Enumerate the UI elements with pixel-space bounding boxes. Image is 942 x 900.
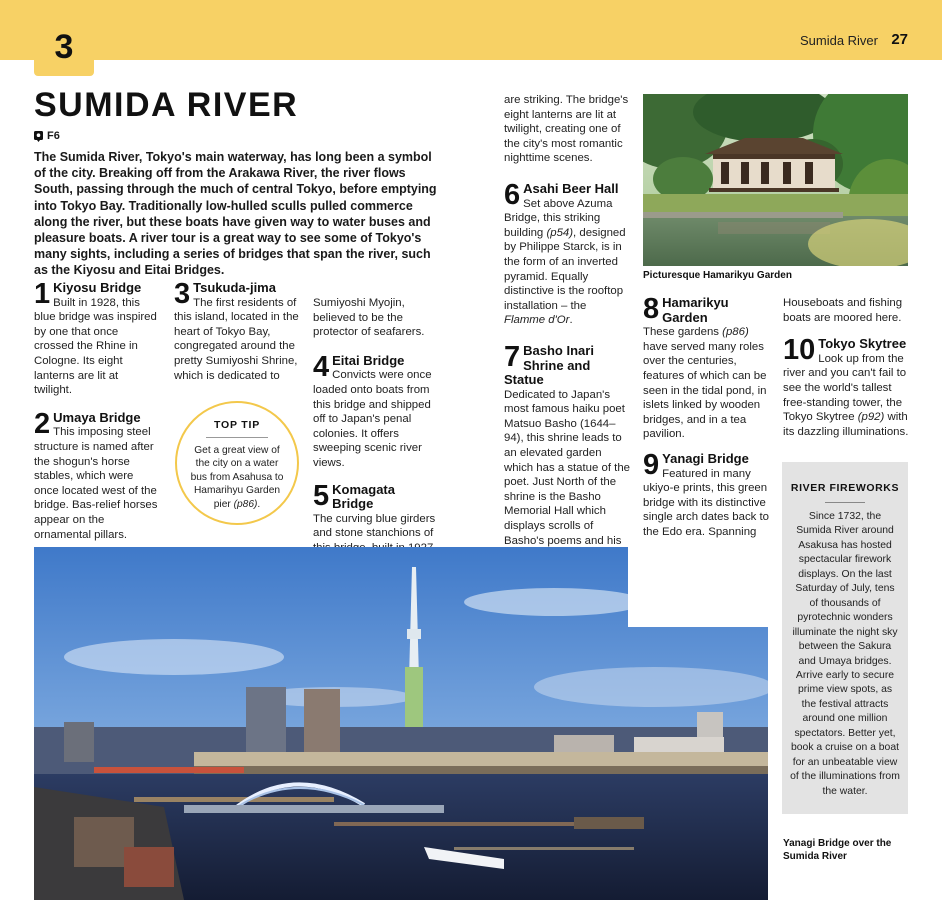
entry-number: 8 bbox=[643, 293, 660, 325]
entry-heading: Tokyo Skytree bbox=[818, 336, 907, 352]
entry-heading: Umaya Bridge bbox=[53, 409, 141, 425]
entry-komagata-bridge bbox=[313, 479, 438, 556]
entry-text: Sumiyoshi Myojin, believed to be the protector of seafarers. bbox=[313, 297, 425, 339]
map-locator bbox=[34, 130, 60, 142]
entry-number: 7 bbox=[504, 340, 521, 373]
page-reference: (p86) bbox=[722, 326, 749, 339]
entry-heading: Kiyosu Bridge bbox=[53, 280, 142, 295]
entry-text: Convicts were once loaded onto boats from this bridge and shipped off to Japan's penal colonies. It offers sweeping scenic river views. bbox=[313, 369, 432, 469]
entry-number: 1 bbox=[34, 278, 51, 310]
entry-heading: Komagata Bridge bbox=[332, 481, 395, 512]
top-tip-divider bbox=[206, 437, 268, 438]
entry-tsukuda-jima-continued bbox=[313, 296, 438, 340]
hamarikyu-garden-photo bbox=[643, 94, 908, 266]
page-header-band bbox=[0, 0, 942, 60]
top-tip-text: Get a great view of the city on a water bus from Asahusa to Hamarihyu Garden pier (p86). bbox=[190, 445, 284, 510]
entry-tsukuda-jima bbox=[174, 278, 299, 383]
entry-tokyo-skytree bbox=[783, 334, 909, 439]
map-pin-icon bbox=[34, 131, 43, 142]
entry-komagata-bridge-continued bbox=[504, 93, 630, 166]
entry-text: Built in 1928, this blue bridge was inspired by one that once crossed the Rhine in Cologne. Its eight lanterns are lit at twilight. bbox=[34, 296, 157, 397]
page-reference: (p86) bbox=[233, 498, 258, 510]
page-reference: (p54) bbox=[546, 226, 574, 239]
entry-text: Look up from the river and you can't fail to see the world's tallest free-standing tower, the Tokyo Skytree (p92) with its dazzling illuminations. bbox=[783, 352, 909, 438]
top-tip-label: TOP TIP bbox=[213, 419, 261, 431]
entry-text: These gardens (p86) have served many roles over the centuries, features of which can be seen in the tidal pond, in islets linked by wooden bridges, and in a tea pavilion. bbox=[643, 326, 767, 441]
entry-number: 3 bbox=[174, 278, 191, 310]
installation-name: Flamme d'Or bbox=[504, 314, 570, 327]
top-tip-badge bbox=[175, 401, 299, 525]
intro-paragraph: The Sumida River, Tokyo's main waterway, has long been a symbol of the city. Breaking off from the Arakawa River, the river flows South, passing through the much of central Tokyo, before emptying into Tokyo Bay. Traditionally low-hulled sculls pulled commerce along the river, but these boats have given way to water buses and pleasure boats. A river tour is a great way to see some of Tokyo's many sights, including a series of bridges that span the river, such as the Kiyosu and Eitai Bridges. bbox=[34, 150, 437, 278]
column-6 bbox=[783, 296, 909, 449]
entry-kiyosu-bridge bbox=[34, 278, 158, 398]
entry-number: 9 bbox=[643, 448, 660, 481]
entry-heading: Tsukuda-jima bbox=[193, 280, 276, 295]
column-1 bbox=[34, 278, 158, 552]
river-photo-caption: Yanagi Bridge over the Sumida River bbox=[783, 838, 892, 862]
entry-heading: Asahi Beer Hall bbox=[523, 180, 619, 196]
garden-photo-caption: Picturesque Hamarikyu Garden bbox=[643, 270, 792, 281]
entry-text: The first residents of this island, located in the heart of Tokyo Bay, congregated around the pretty Sumiyoshi Shrine, which is dedicated to bbox=[174, 296, 299, 382]
sidebar-title: RIVER FIREWORKS bbox=[790, 482, 900, 494]
entry-text: Dedicated to Japan's most famous haiku poet Matsuo Basho (1644–94), this shrine leads to an elevated garden which has a statue of the poet. Just North of the shrine is the Basho Memorial Hall which displays scrolls of Basho's poems and his bbox=[504, 388, 631, 547]
entry-umaya-bridge bbox=[34, 407, 158, 542]
entry-text: Houseboats and fishing boats are moored here. bbox=[783, 297, 903, 324]
sidebar-divider bbox=[825, 502, 865, 503]
entry-text: Set above Azuma Bridge, this striking building (p54), designed by Philippe Starck, is in the form of an inverted pyramid. Equally distinctive is the rooftop installation – the Flamme d'Or. bbox=[504, 197, 626, 327]
chapter-tab bbox=[34, 0, 94, 76]
entry-text: Featured in many ukiyo-e prints, this green bridge with its distinctive single arch dates back to the Edo era. Spanning bbox=[643, 467, 770, 538]
entry-heading: Eitai Bridge bbox=[332, 352, 405, 368]
entry-number: 4 bbox=[313, 350, 330, 383]
page-number: 27 bbox=[891, 31, 908, 48]
map-grid-code: F6 bbox=[47, 130, 60, 142]
entry-hamarikyu-continued bbox=[783, 296, 909, 325]
entry-heading: Hamarikyu Garden bbox=[662, 295, 729, 325]
column-3 bbox=[313, 296, 438, 566]
entry-heading: Yanagi Bridge bbox=[662, 450, 749, 466]
entry-number: 2 bbox=[34, 407, 51, 440]
entry-text: This imposing steel structure is named after the shogun's horse stables, which were once located west of the bridge. Bas-relief horses appear on the ornamental pillars. bbox=[34, 426, 158, 541]
page-reference: (p92) bbox=[857, 411, 885, 424]
running-head: Sumida River bbox=[799, 33, 878, 48]
entry-hamarikyu-garden bbox=[643, 293, 771, 442]
photo-overlap-panel bbox=[628, 540, 782, 627]
entry-heading: Basho Inari Shrine and Statue bbox=[504, 342, 594, 388]
entry-asahi-beer-hall bbox=[504, 178, 630, 328]
entry-number: 10 bbox=[783, 334, 816, 367]
entry-number: 6 bbox=[504, 178, 521, 211]
sidebar-text: Since 1732, the Sumida River around Asakusa has hosted spectacular firework displays. On the last Saturday of July, tens of thousands of pyrotechnic wonders illuminate the night sky between the Sakura and Umaya bridges. Arrive early to secure prime view spots, as the festival attracts around one million spectators. Better yet, book a cruise on a boat for an unbeatable view of the illuminations from the water. bbox=[790, 511, 900, 797]
entry-basho-inari-shrine bbox=[504, 340, 631, 563]
entry-number: 5 bbox=[313, 479, 330, 512]
column-4 bbox=[504, 93, 630, 573]
entry-eitai-bridge bbox=[313, 350, 438, 471]
entry-text: are striking. The bridge's eight lanterns are lit at twilight, creating one of the city's most romantic nighttime scenes. bbox=[504, 94, 629, 165]
river-fireworks-sidebar bbox=[782, 462, 908, 814]
chapter-number: 3 bbox=[54, 28, 74, 66]
entry-text: The curving blue girders and stone stanchions of bbox=[313, 512, 436, 540]
page-title: SUMIDA RIVER bbox=[34, 86, 299, 124]
column-2 bbox=[174, 278, 299, 393]
